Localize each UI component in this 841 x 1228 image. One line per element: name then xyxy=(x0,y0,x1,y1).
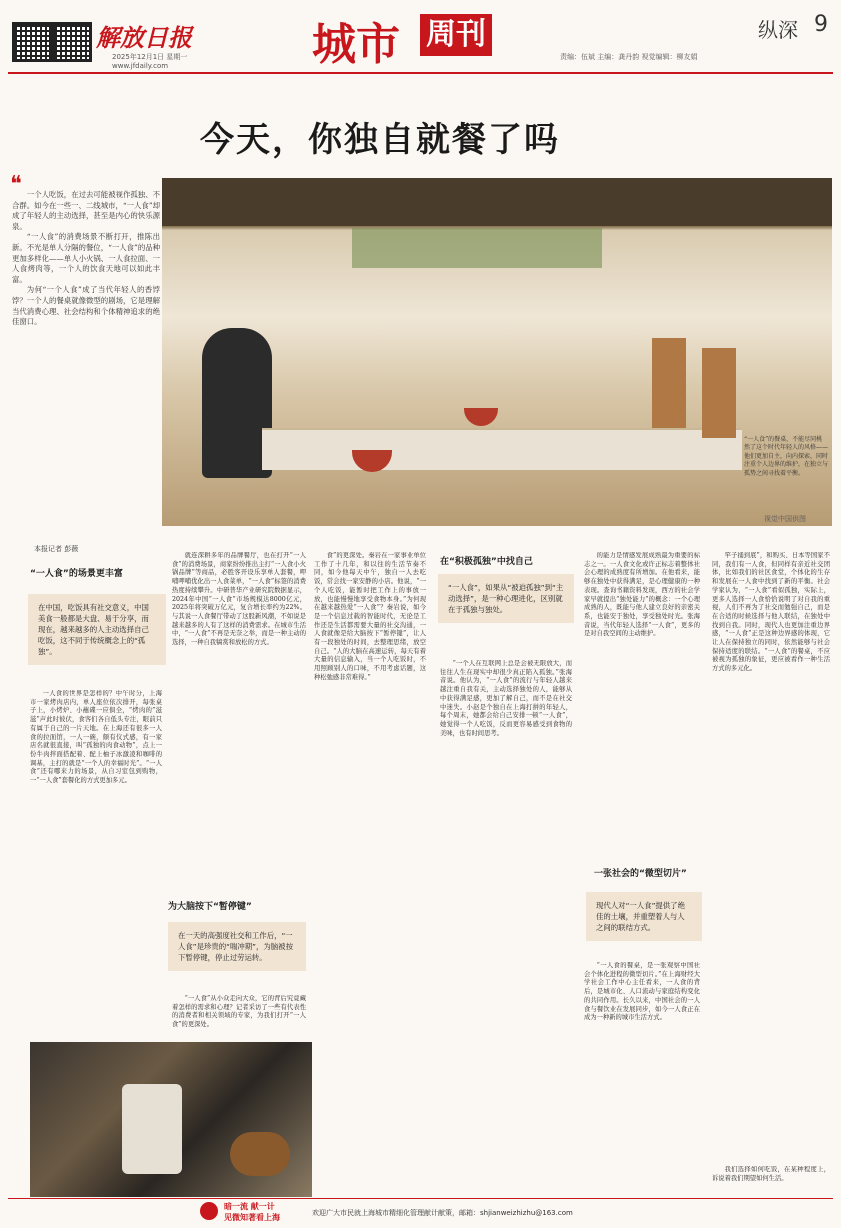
pull-quote-text: 在中国，吃饭具有社交意义，中国美食一般都是大盘、易于分享，而现在，越来越多的人主动选择自己吃饭，这不同于传统概念上的“孤独”。 xyxy=(38,603,149,656)
footer-rule xyxy=(8,1198,833,1199)
masthead-rule xyxy=(8,72,833,74)
editor-credits: 责编：伍斌 主编：龚丹韵 视觉编辑：柳友娟 xyxy=(560,53,698,61)
section-name-weekly-text: 周刊 xyxy=(426,17,486,52)
page-number: 9 xyxy=(814,12,828,37)
intro-paragraph: 为何“一个人食”成了当代年轻人的香饽饽？一个人的餐桌就像微型的剧场，它是理解当代消费心理、社会结构和个体精神追求的绝佳窗口。 xyxy=(12,285,160,327)
issue-date: 2025年12月1日 星期一 xyxy=(112,53,188,61)
body-text: 竿子捅到底”，和购买、日本等国家不同，我们有一人食，但同样有亲近社交团体，比如我们的社区食堂，个体化的生存和发展在一人食中找到了新的平衡。社会学家认为，“一人食”看似孤独，实际上，更多人选择一人食恰恰说明了对自我的重视，人们不再为了社交而勉强自己，而是在合适的时候选择与他人联结，在独处中找到自我。同时，现代人也更加注重边界感，“一人食”正是这种边界感的体现，它让人在保持独立的同时，依然能够与社会保持适度的联结。“一人食”的餐桌，不应被视为孤独的象征，更应被看作一种生活方式的多元化。 xyxy=(712,552,830,673)
website: www.jfdaily.com xyxy=(112,62,169,70)
section-name-city: 城市 xyxy=(312,19,400,70)
headline: 今天，你独自就餐了吗 xyxy=(200,120,560,160)
photo-credit: 视觉中国供图 xyxy=(764,515,806,523)
ceiling xyxy=(162,178,832,226)
body-text: “一人食的餐桌，是一张观察中国社会个体化进程的微型切片。”在上海财经大学社会工作中心主任看来，一人食的背后，是城市化、人口流动与家庭结构变化的共同作用。长久以来，中国社会的一人食与餐饮业在发展同步，如今一人食正在成为一种新的城市生活方式。 xyxy=(584,962,700,1022)
pull-quote xyxy=(168,922,306,971)
intro-text xyxy=(10,172,160,328)
body-text: “一个人在互联网上总是会被无限放大，而往往人生在现实中却很少真正陷入孤独。”张海音说。他认为，“一人食”的流行与年轻人越来越注重自我有关，主动选择独处的人，能够从中获得满足感，更加了解自己，而不是在社交中迷失。小赵是个独自在上海打拼的年轻人，每个周末，她都会给自己安排一顿“一人食”，她觉得一个人吃饭，反而更容易感受到食物的美味，也有时间思考。 xyxy=(440,660,572,737)
article-column-5b xyxy=(584,962,700,1194)
section-name-weekly xyxy=(420,14,492,56)
body-text: 我们选择如何吃饭，在某种程度上，诉说着我们期望如何生活。 xyxy=(712,1166,830,1182)
body-text: 食”的更深处。秦岩在一家事业单位工作了十几年，和以往的生活节奏不同，如今他每天中午，独自一人去吃饭，常会找一家安静的小店。他说，“一个人吃饭，能暂时把工作上的事放一放，也能慢慢地享受食物本身。”为何现在越来越热爱“一人食”？秦岩说，如今是一个信息过载的智能时代，无论是工作还是生活都需要大量的社交沟通，一人食就像是给大脑按下“暂停键”，让人有一段独处的时间，去整理思绪，放空自己。“人的大脑在高速运转，每天有着大量的信息输入，当一个人吃饭时，不用照顾别人的口味，不用考虑话题，这种松弛感非常难得。” xyxy=(314,552,426,681)
counter-table xyxy=(262,428,742,470)
section-title: 一张社会的“微型切片” xyxy=(594,869,687,879)
section-title: 为大脑按下“暂停键” xyxy=(168,902,252,912)
article-column-2 xyxy=(172,552,306,892)
footer-contact: 欢迎广大市民就上海城市精细化管理献计献策，邮箱：shjianweizhizhu@163.com xyxy=(312,1209,573,1217)
inline-photo-ordering xyxy=(30,1042,312,1197)
byline: 本报记者 彭薇 xyxy=(34,545,79,553)
article-column-3 xyxy=(314,552,426,1192)
phone-screen xyxy=(122,1084,182,1174)
body-text: “一人食”从小众走向大众，它的背后究竟藏着怎样的需求和心理？记者采访了一些有代表性的消费者和相关领域的专家，为我们打开“一人食”的更深处。 xyxy=(172,995,306,1029)
caption-text: “一人食”的餐桌，不能尽同桃然了这个时代年轻人的风格——他们更加自主，向内探索，同时注重个人边界的维护，在独立与孤势之间寻找着平衡。 xyxy=(744,436,829,477)
pull-quote-text: 现代人对“一人食”提供了绝佳的土壤，并重塑着人与人之间的联结方式。 xyxy=(596,901,685,932)
body-text: 就连深耕多年的品牌餐厅，也在打开“一人食”的消费场景，商家纷纷推出主打“一人食小火锅品牌”等商品，必胜客开设乐享单人套餐，呷哺呷哺优化出一人食菜单，“一人食”标签的消费热度持续攀升。中研普华产业研究院数据显示，2024年中国“一人食”市场规模达8000亿元，2025年将突破万亿元，复合增长率约为22%。与其说一人食餐厅带动了这股新风潮，不如说是越来越多的人有了这样的消费需求。在城市生活中，“一人食”不再是无奈之举，而是一种主动的选择，一种自我犒赏和放松的方式。 xyxy=(172,552,306,647)
pull-quote-text: 在一天的高强度社交和工作后，“一人食”是珍贵的“喘冲期”，为脑被按下暂停键，停止过劳运转。 xyxy=(178,931,293,962)
quote-mark-icon: ❝ xyxy=(10,172,22,197)
noodle-bowl xyxy=(464,408,498,426)
pull-quote xyxy=(586,892,702,941)
pull-quote-text: “一人食”，如果从“被迫孤独”到“主动选择”，是一种心理进化，区别就在于孤独与独处。 xyxy=(448,583,564,614)
newspaper-logo: 解放日报 xyxy=(96,23,192,52)
plant-wall xyxy=(352,228,602,268)
section-title: “一人食”的场景更丰富 xyxy=(30,569,123,579)
article-column-1 xyxy=(30,690,162,945)
stool xyxy=(652,338,686,428)
intro-paragraph: “一人食”的消费场景不断打开，推陈出新。不光是单人分隔的餐位，“一人食”的品种更加多样化——单人小火锅、一人食拉面、一人食烤肉等，一个人的饮食天地可以如此丰富。 xyxy=(12,232,160,284)
hero-photo-restaurant xyxy=(162,178,832,526)
article-column-4 xyxy=(440,660,572,1195)
qr-code-2 xyxy=(52,22,92,62)
body-text: 的能力是情感发展成熟最为重要的标志之一。一人食文化或许正标志着整体社会心理的成熟度有所增加。在他看来，能够在独处中获得满足，是心理健康的一种表现。查询书籍资料发现，西方的社会学家早就提出“独处能力”的概念：一个心理成熟的人，既能与他人建立良好的亲密关系，也能安于独处，享受独处时光。张海音说，当代年轻人选择“一人食”，更多的是对自我空间的主动维护。 xyxy=(584,552,700,638)
food-plate xyxy=(230,1132,290,1176)
section-title: 在“积极孤独”中找自己 xyxy=(440,557,533,567)
article-column-2b xyxy=(172,995,306,1035)
article-column-6 xyxy=(712,552,830,1162)
pull-quote xyxy=(438,574,574,623)
footer-slogan: 见微知著看上海 xyxy=(224,1213,280,1222)
qr-code-1 xyxy=(12,22,52,62)
footer-logo-icon xyxy=(200,1202,218,1220)
footer-slogan: 暗一流 献一计 xyxy=(224,1202,275,1211)
pull-quote xyxy=(28,594,166,665)
article-column-5 xyxy=(584,552,700,852)
body-text: 一人食的世界是怎样的？中午时分，上海市一家烤肉店内，单人座位依次排开，每张桌子上，小烤炉、小蘸碟一应俱全，“烤肉的”滋滋”声此时彼伏，食客们各自低头专注，眼前只有属于自己的一片天地。在上海还有很多一人食的拉面馆，一人一碗，颇有仪式感，有一家店名就很直接，叫“孤独的肉食动物”，点上一份牛肉拌面搭配着、配上柚子冰激凌和咖啡的调基，主打的就是“一个人的幸福时光”。“一人食”还有哪来力的场景，从自习室包到购物，一“一人食”套餐化的方式更加多元。 xyxy=(30,690,162,785)
article-ending xyxy=(712,1166,830,1194)
intro-paragraph: 一个人吃饭，在过去可能被视作孤独、不合群。如今在一些一、二线城市，“一人食”却成了年轻人的主动选择，甚至是内心的快乐源泉。 xyxy=(12,190,160,231)
stool xyxy=(702,348,736,438)
photo-caption xyxy=(744,436,828,478)
column-name: 纵深 xyxy=(758,18,798,42)
